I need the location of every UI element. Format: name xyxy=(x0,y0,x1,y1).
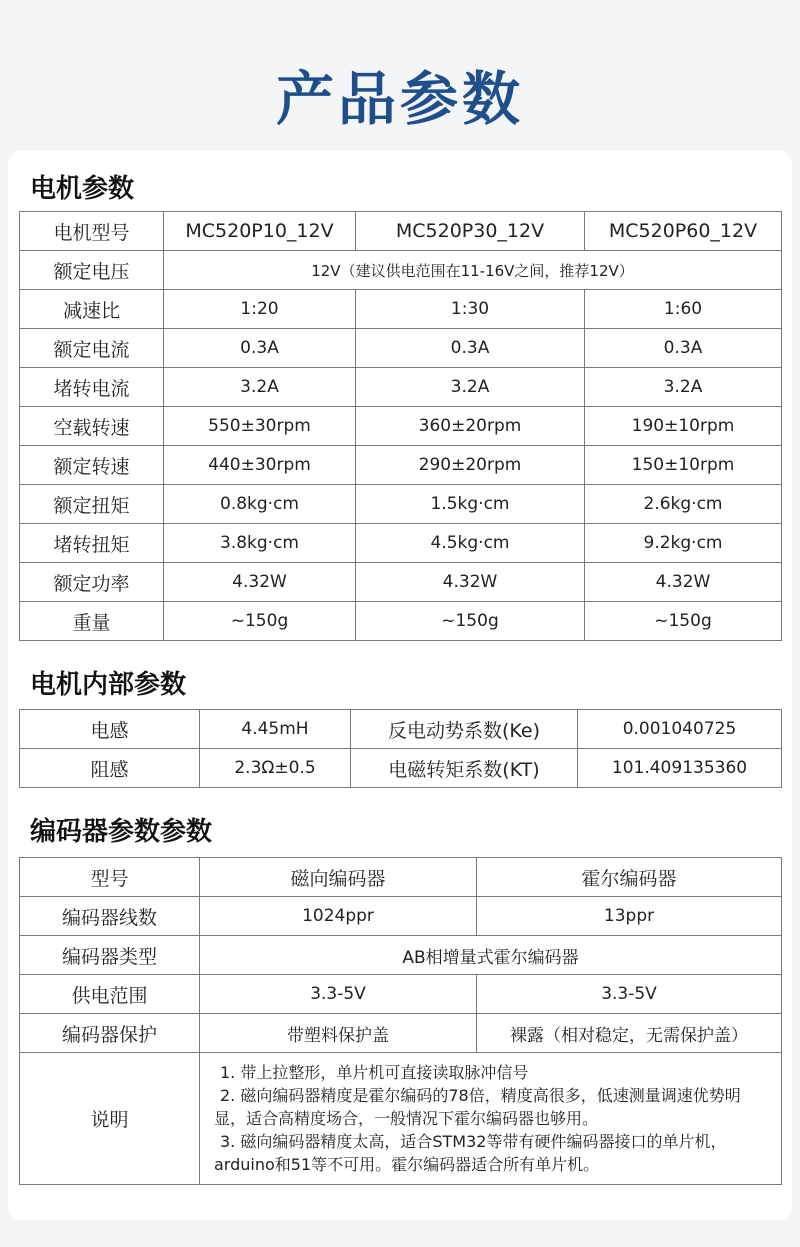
value-cell: 290±20rpm xyxy=(356,446,585,485)
value-cell: 4.32W xyxy=(585,563,782,602)
table-row xyxy=(20,563,782,602)
table-row xyxy=(20,407,782,446)
value-cell: ~150g xyxy=(356,602,585,641)
note-item: 2. 磁向编码器精度是霍尔编码的78倍，精度高很多，低速测量调速优势明显，适合高精度场合，一般情况下霍尔编码器也够用。 xyxy=(214,1086,741,1128)
motor-model-row xyxy=(20,212,782,251)
internal-section-title: 电机内部参数 xyxy=(30,670,187,700)
table-row xyxy=(20,749,782,788)
value-cell: 190±10rpm xyxy=(585,407,782,446)
row-label: 编码器类型 xyxy=(20,936,200,975)
value-cell: 101.409135360 xyxy=(578,749,782,788)
value-cell: 3.2A xyxy=(164,368,356,407)
value-cell: 带塑料保护盖 xyxy=(200,1014,477,1053)
value-cell: ~150g xyxy=(164,602,356,641)
value-cell: 0.3A xyxy=(356,329,585,368)
value-cell: 3.2A xyxy=(585,368,782,407)
value-cell: 13ppr xyxy=(477,897,782,936)
row-label: 供电范围 xyxy=(20,975,200,1014)
value-cell: 0.001040725 xyxy=(578,710,782,749)
motor-params-table xyxy=(19,211,782,641)
row-label: 电磁转矩系数(KT) xyxy=(351,749,578,788)
table-row xyxy=(20,446,782,485)
value-cell: 0.8kg·cm xyxy=(164,485,356,524)
value-cell: 4.32W xyxy=(356,563,585,602)
value-cell: 1:20 xyxy=(164,290,356,329)
row-label: 额定电流 xyxy=(20,329,164,368)
value-cell: 2.3Ω±0.5 xyxy=(200,749,351,788)
row-label: 减速比 xyxy=(20,290,164,329)
note-item: 3. 磁向编码器精度太高，适合STM32等带有硬件编码器接口的单片机，arduino和51等不可用。霍尔编码器适合所有单片机。 xyxy=(214,1132,727,1174)
table-row xyxy=(20,368,782,407)
value-cell: 550±30rpm xyxy=(164,407,356,446)
table-row xyxy=(20,936,782,975)
row-label: 编码器保护 xyxy=(20,1014,200,1053)
table-row xyxy=(20,524,782,563)
row-label: 重量 xyxy=(20,602,164,641)
value-cell: 2.6kg·cm xyxy=(585,485,782,524)
table-row xyxy=(20,290,782,329)
value-cell: 1:30 xyxy=(356,290,585,329)
row-label: 额定电压 xyxy=(20,251,164,290)
motor-section-title: 电机参数 xyxy=(30,174,135,204)
value-cell: 9.2kg·cm xyxy=(585,524,782,563)
value-cell: 360±20rpm xyxy=(356,407,585,446)
notes-cell xyxy=(200,1053,782,1185)
row-label: 编码器线数 xyxy=(20,897,200,936)
row-label: 电感 xyxy=(20,710,200,749)
value-cell: 3.2A xyxy=(356,368,585,407)
row-label: 阻感 xyxy=(20,749,200,788)
value-cell: 3.8kg·cm xyxy=(164,524,356,563)
value-cell: 440±30rpm xyxy=(164,446,356,485)
table-row xyxy=(20,710,782,749)
value-cell: 1.5kg·cm xyxy=(356,485,585,524)
row-label: 型号 xyxy=(20,858,200,897)
row-label: 电机型号 xyxy=(20,212,164,251)
model-cell: MC520P30_12V xyxy=(356,212,585,251)
row-label: 额定扭矩 xyxy=(20,485,164,524)
notes-row xyxy=(20,1053,782,1185)
value-cell: 1:60 xyxy=(585,290,782,329)
table-row xyxy=(20,602,782,641)
value-cell: 4.5kg·cm xyxy=(356,524,585,563)
value-cell: 裸露（相对稳定，无需保护盖） xyxy=(477,1014,782,1053)
encoder-section-title: 编码器参数参数 xyxy=(30,817,213,847)
value-cell: 0.3A xyxy=(585,329,782,368)
row-label: 堵转电流 xyxy=(20,368,164,407)
value-cell: ~150g xyxy=(585,602,782,641)
value-cell: 4.45mH xyxy=(200,710,351,749)
model-cell: MC520P10_12V xyxy=(164,212,356,251)
table-row xyxy=(20,1014,782,1053)
encoder-params-table xyxy=(19,857,782,1185)
voltage-value: 12V（建议供电范围在11-16V之间，推荐12V） xyxy=(164,251,782,290)
row-label: 反电动势系数(Ke) xyxy=(351,710,578,749)
row-label: 空载转速 xyxy=(20,407,164,446)
row-label: 堵转扭矩 xyxy=(20,524,164,563)
table-row xyxy=(20,329,782,368)
encoder-model-row xyxy=(20,858,782,897)
value-cell: AB相增量式霍尔编码器 xyxy=(200,936,782,975)
table-row xyxy=(20,975,782,1014)
value-cell: 0.3A xyxy=(164,329,356,368)
row-label: 说明 xyxy=(20,1053,200,1185)
value-cell: 1024ppr xyxy=(200,897,477,936)
value-cell: 磁向编码器 xyxy=(200,858,477,897)
value-cell: 4.32W xyxy=(164,563,356,602)
row-label: 额定功率 xyxy=(20,563,164,602)
value-cell: 150±10rpm xyxy=(585,446,782,485)
rated-voltage-row xyxy=(20,251,782,290)
model-cell: MC520P60_12V xyxy=(585,212,782,251)
page-title: 产品参数 xyxy=(275,65,524,133)
note-item: 1. 带上拉整形，单片机可直接读取脉冲信号 xyxy=(220,1063,529,1082)
table-row xyxy=(20,485,782,524)
value-cell: 3.3-5V xyxy=(200,975,477,1014)
value-cell: 霍尔编码器 xyxy=(477,858,782,897)
internal-params-table xyxy=(19,709,782,788)
table-row xyxy=(20,897,782,936)
value-cell: 3.3-5V xyxy=(477,975,782,1014)
row-label: 额定转速 xyxy=(20,446,164,485)
